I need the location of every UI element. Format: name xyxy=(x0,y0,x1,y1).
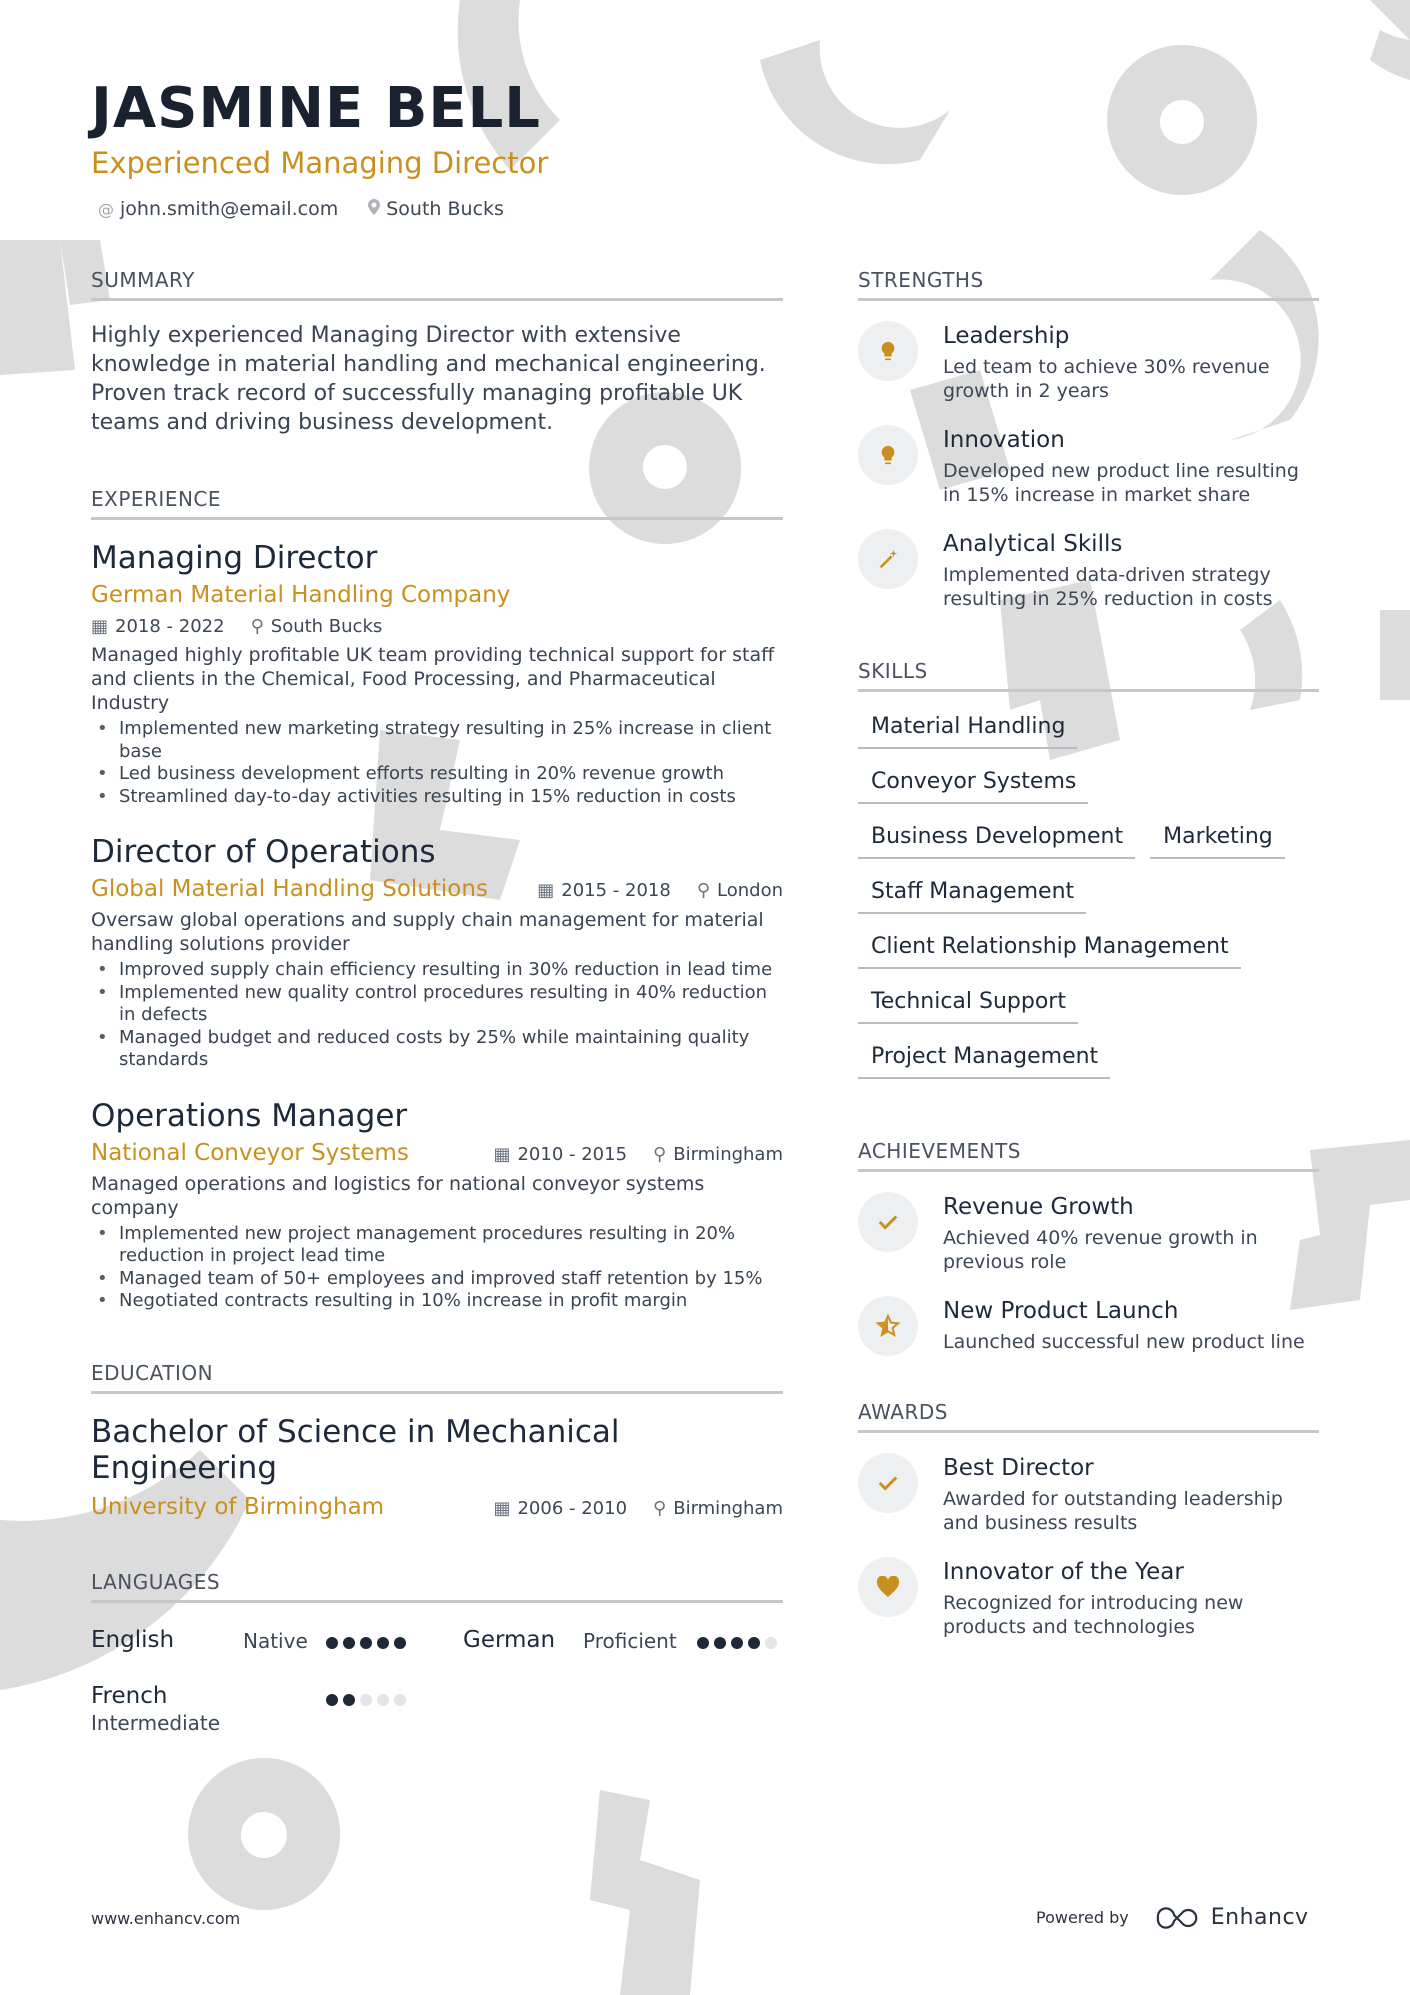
skill-tag: Material Handling xyxy=(858,714,1077,749)
job-bullet: • Implemented new quality control procedures resulting in 40% reduction in defects xyxy=(91,982,783,1027)
location-pin-icon: ⚲ xyxy=(696,880,711,901)
achievement-item xyxy=(858,1296,1319,1356)
job-description: Managed highly profitable UK team providing technical support for staff and clients in the Chemical, Food Processing, and Pharmaceutical Industry xyxy=(91,644,775,714)
star-icon xyxy=(858,1296,918,1356)
job-role: Operations Manager xyxy=(91,1097,408,1134)
rating-dot-filled xyxy=(343,1694,355,1706)
location-text: South Bucks xyxy=(386,198,504,220)
email-text: john.smith@email.com xyxy=(120,198,339,220)
award-title: Best Director xyxy=(943,1455,1094,1481)
strength-item xyxy=(858,425,1319,507)
job-meta xyxy=(493,1144,783,1165)
contact-location xyxy=(368,198,504,220)
achievement-item xyxy=(858,1192,1319,1274)
strength-title: Leadership xyxy=(943,323,1070,349)
education-location xyxy=(653,1498,783,1519)
language-rating xyxy=(326,1694,406,1706)
rating-dot-filled xyxy=(748,1637,760,1649)
job-location-text: Birmingham xyxy=(673,1143,783,1165)
footer-branding xyxy=(1036,1905,1309,1930)
rating-dot-empty xyxy=(360,1694,372,1706)
skill-tag: Marketing xyxy=(1150,824,1285,859)
award-title: Innovator of the Year xyxy=(943,1559,1184,1585)
job-bullets xyxy=(91,959,783,1072)
experience-item xyxy=(91,540,783,808)
skills-heading: SKILLS xyxy=(858,659,1319,692)
strength-description: Implemented data-driven strategy resulting in 25% reduction in costs xyxy=(943,564,1273,610)
summary-heading: SUMMARY xyxy=(91,268,783,301)
lightbulb-icon xyxy=(858,321,918,381)
experience-item xyxy=(91,834,783,1072)
achievement-description: Launched successful new product line xyxy=(943,1331,1305,1353)
job-dates xyxy=(91,616,225,637)
rating-dot-filled xyxy=(377,1637,389,1649)
achievement-description: Achieved 40% revenue growth in previous role xyxy=(943,1227,1258,1273)
rating-dot-filled xyxy=(343,1637,355,1649)
job-dates xyxy=(537,880,671,901)
job-bullet: • Led business development efforts resulting in 20% revenue growth xyxy=(91,763,783,786)
job-location-text: South Bucks xyxy=(270,616,383,637)
strength-title: Analytical Skills xyxy=(943,531,1123,557)
strength-item xyxy=(858,321,1319,403)
contact-email[interactable] xyxy=(98,198,338,220)
rating-dot-filled xyxy=(714,1637,726,1649)
candidate-name: JASMINE BELL xyxy=(91,76,541,141)
education-school: University of Birmingham xyxy=(91,1493,385,1520)
job-location xyxy=(697,880,783,901)
location-pin-icon: ⚲ xyxy=(653,1497,667,1519)
job-company: National Conveyor Systems xyxy=(91,1139,409,1166)
job-role: Managing Director xyxy=(91,540,378,576)
job-location xyxy=(653,1144,783,1165)
language-rating xyxy=(326,1637,406,1649)
language-level: Proficient xyxy=(583,1628,677,1653)
job-bullet: • Negotiated contracts resulting in 10% increase in profit margin xyxy=(91,1290,783,1313)
enhancv-logo-icon xyxy=(1155,1907,1201,1929)
rating-dot-filled xyxy=(326,1637,338,1649)
job-bullet: • Managed budget and reduced costs by 25% while maintaining quality standards xyxy=(91,1027,783,1072)
right-column xyxy=(858,268,1319,1639)
location-pin-icon xyxy=(368,199,380,219)
job-bullet: • Implemented new marketing strategy resulting in 25% increase in client base xyxy=(91,718,783,763)
job-location xyxy=(251,616,383,637)
calendar-icon: ▦ xyxy=(493,1143,511,1165)
award-description: Awarded for outstanding leadership and business results xyxy=(943,1488,1283,1534)
calendar-icon: ▦ xyxy=(91,616,109,637)
education-dates-text: 2006 - 2010 xyxy=(517,1497,628,1519)
education-dates xyxy=(493,1498,627,1519)
calendar-icon: ▦ xyxy=(493,1497,511,1519)
skill-tag: Conveyor Systems xyxy=(858,769,1088,804)
job-company-row xyxy=(91,1140,783,1166)
job-meta xyxy=(537,880,783,901)
language-level: Intermediate xyxy=(91,1710,221,1735)
languages-grid xyxy=(91,1621,783,1751)
checkmark-icon xyxy=(858,1453,918,1513)
achievement-title: Revenue Growth xyxy=(943,1194,1134,1220)
job-bullet: • Streamlined day-to-day activities resulting in 15% reduction in costs xyxy=(91,786,783,809)
enhancv-brand-text: Enhancv xyxy=(1210,1905,1309,1930)
skill-tag: Client Relationship Management xyxy=(858,934,1241,969)
experience-item xyxy=(91,1098,783,1313)
strengths-heading: STRENGTHS xyxy=(858,268,1319,301)
strength-description: Led team to achieve 30% revenue growth in 2 years xyxy=(943,356,1270,402)
job-dates-text: 2015 - 2018 xyxy=(561,880,671,901)
heart-icon xyxy=(858,1557,918,1617)
education-location-text: Birmingham xyxy=(673,1497,783,1519)
lightbulb-icon xyxy=(858,425,918,485)
left-column xyxy=(91,268,783,1751)
job-company-row xyxy=(91,876,783,902)
skill-tag: Technical Support xyxy=(858,989,1078,1024)
location-pin-icon: ⚲ xyxy=(653,1143,667,1165)
rating-dot-filled xyxy=(731,1637,743,1649)
languages-heading: LANGUAGES xyxy=(91,1570,783,1603)
strength-title: Innovation xyxy=(943,427,1065,453)
job-dates xyxy=(493,1144,627,1165)
job-bullets xyxy=(91,1223,783,1313)
achievements-heading: ACHIEVEMENTS xyxy=(858,1139,1319,1172)
summary-text: Highly experienced Managing Director with extensive knowledge in material handling and mechanical engineering. Proven track record of successfully managing profitable UK teams and driving business development. xyxy=(91,323,766,435)
language-name: English xyxy=(91,1626,175,1653)
award-description: Recognized for introducing new products and technologies xyxy=(943,1592,1244,1638)
rating-dot-filled xyxy=(360,1637,372,1649)
at-icon: @ xyxy=(98,199,114,219)
awards-heading: AWARDS xyxy=(858,1400,1319,1433)
calendar-icon: ▦ xyxy=(537,880,555,901)
education-row xyxy=(91,1494,783,1520)
job-bullet: • Managed team of 50+ employees and improved staff retention by 15% xyxy=(91,1268,783,1291)
award-item xyxy=(858,1453,1319,1535)
job-dates-text: 2010 - 2015 xyxy=(517,1143,628,1165)
job-bullet: • Implemented new project management procedures resulting in 20% reduction in project lead time xyxy=(91,1223,783,1268)
achievement-title: New Product Launch xyxy=(943,1298,1179,1324)
language-level: Native xyxy=(243,1628,308,1653)
job-company: German Material Handling Company xyxy=(91,582,511,608)
experience-heading: EXPERIENCE xyxy=(91,487,783,520)
education-meta xyxy=(493,1498,783,1519)
skills-list xyxy=(858,714,1319,1079)
skill-tag: Staff Management xyxy=(858,879,1086,914)
magic-wand-icon xyxy=(858,529,918,589)
skill-tag: Business Development xyxy=(858,824,1135,859)
rating-dot-empty xyxy=(377,1694,389,1706)
rating-dot-filled xyxy=(394,1637,406,1649)
job-company: Global Material Handling Solutions xyxy=(91,876,488,902)
job-bullets xyxy=(91,718,783,808)
award-item xyxy=(858,1557,1319,1639)
job-role: Director of Operations xyxy=(91,834,436,870)
checkmark-icon xyxy=(858,1192,918,1252)
language-name: German xyxy=(463,1626,556,1653)
job-location-text: London xyxy=(717,880,783,901)
rating-dot-empty xyxy=(765,1637,777,1649)
job-description: Managed operations and logistics for national conveyor systems company xyxy=(91,1172,705,1219)
job-bullet: • Improved supply chain efficiency resulting in 30% reduction in lead time xyxy=(91,959,783,982)
location-pin-icon: ⚲ xyxy=(250,616,264,637)
strength-item xyxy=(858,529,1319,611)
candidate-title: Experienced Managing Director xyxy=(91,146,549,180)
skill-tag: Project Management xyxy=(858,1044,1110,1079)
powered-by-text: Powered by xyxy=(1036,1908,1129,1927)
rating-dot-filled xyxy=(697,1637,709,1649)
contact-info xyxy=(98,198,504,220)
language-name: French xyxy=(91,1682,168,1709)
education-degree: Bachelor of Science in Mechanical Engineering xyxy=(91,1413,620,1486)
job-dates-text: 2018 - 2022 xyxy=(115,616,225,637)
education-heading: EDUCATION xyxy=(91,1361,783,1394)
job-description: Oversaw global operations and supply chain management for material handling solutions provider xyxy=(91,909,764,955)
rating-dot-empty xyxy=(394,1694,406,1706)
enhancv-logo[interactable] xyxy=(1155,1905,1309,1930)
footer-website[interactable]: www.enhancv.com xyxy=(91,1909,241,1928)
strength-description: Developed new product line resulting in 15% increase in market share xyxy=(943,460,1299,506)
language-rating xyxy=(697,1637,777,1649)
job-meta xyxy=(91,616,783,637)
rating-dot-filled xyxy=(326,1694,338,1706)
